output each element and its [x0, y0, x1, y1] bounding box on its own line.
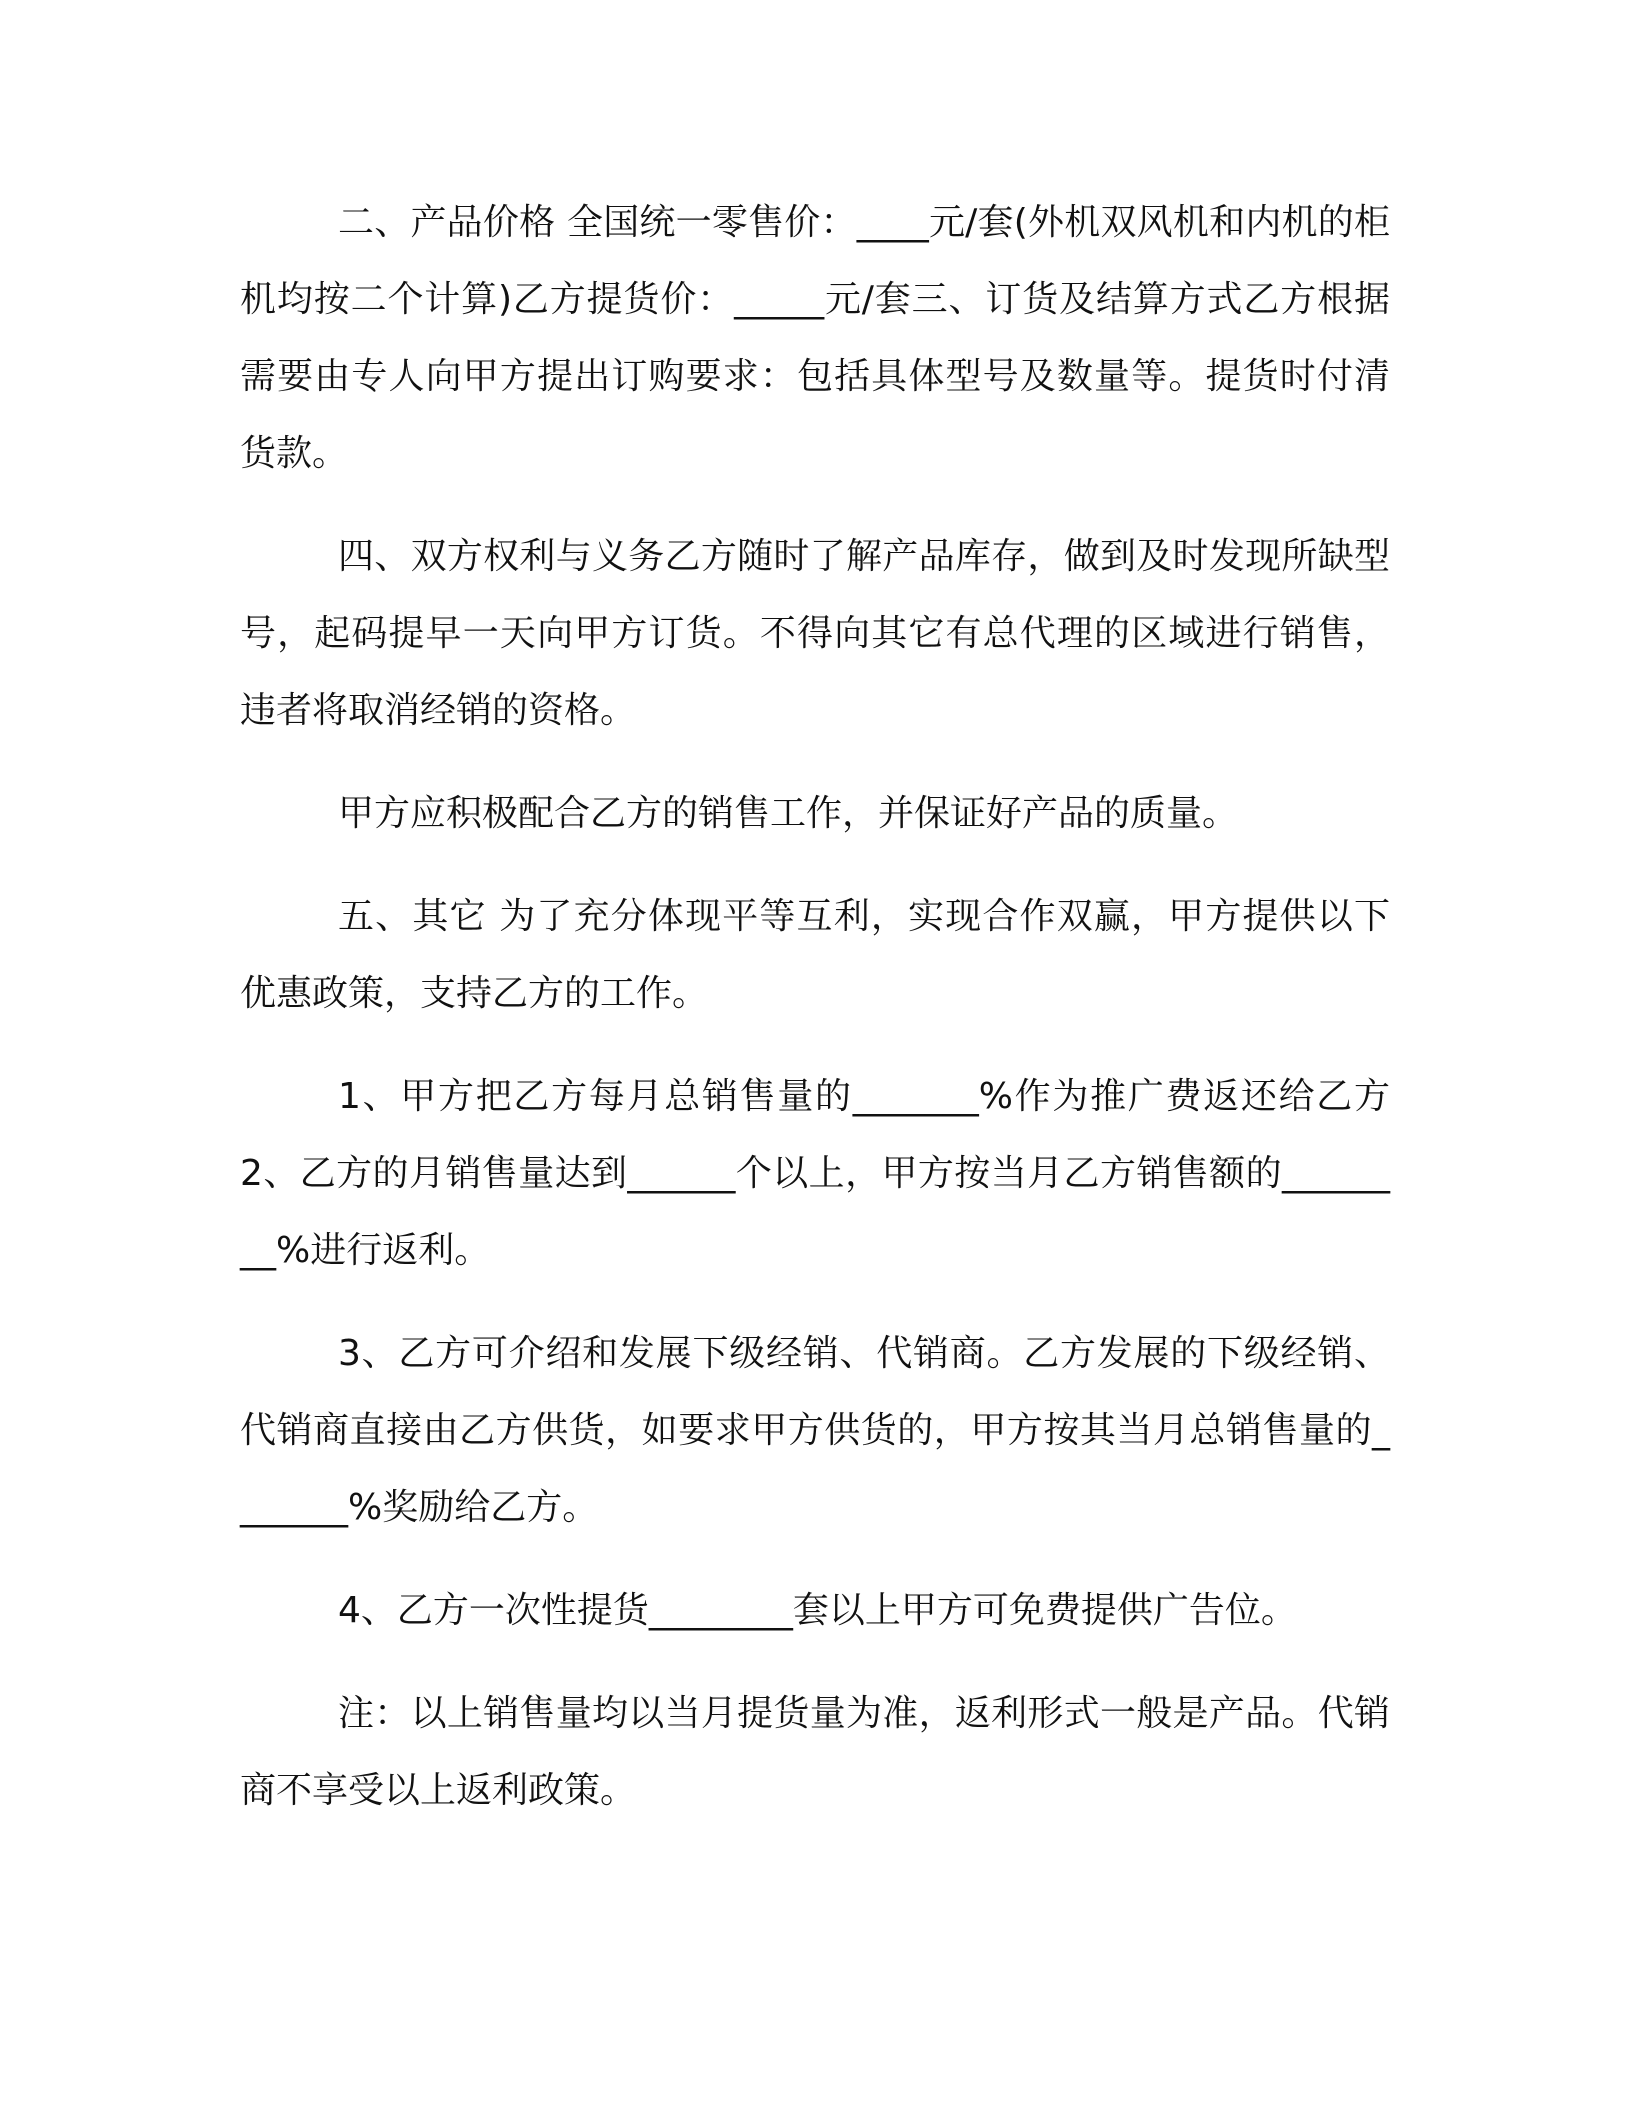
paragraph-pricing: 二、产品价格 全国统一零售价：____元/套(外机双风机和内机的柜机均按二个计算)乙方提货价：_____元/套三、订货及结算方式乙方根据需要由专人向甲方提出订购要求：包括具体型号及数量等。提货时付清货款。 [240, 202, 1390, 474]
paragraph-rights-obligations: 四、双方权利与义务乙方随时了解产品库存，做到及时发现所缺型号，起码提早一天向甲方订货。不得向其它有总代理的区域进行销售，违者将取消经销的资格。 [240, 536, 1390, 731]
paragraph-other-policies: 五、其它 为了充分体现平等互利，实现合作双赢，甲方提供以下优惠政策，支持乙方的工作。 [240, 896, 1390, 1014]
paragraph-rebate-1-2: 1、甲方把乙方每月总销售量的_______%作为推广费返还给乙方 2、乙方的月销售量达到______个以上，甲方按当月乙方销售额的________%进行返利。 [240, 1076, 1390, 1271]
paragraph-rebate-4: 4、乙方一次性提货________套以上甲方可免费提供广告位。 [338, 1590, 1297, 1631]
paragraph-party-a-cooperation: 甲方应积极配合乙方的销售工作，并保证好产品的质量。 [338, 793, 1239, 834]
paragraph-rebate-3: 3、乙方可介绍和发展下级经销、代销商。乙方发展的下级经销、代销商直接由乙方供货，如要求甲方供货的，甲方按其当月总销售量的_______%奖励给乙方。 [240, 1333, 1390, 1528]
paragraph-note: 注：以上销售量均以当月提货量为准，返利形式一般是产品。代销商不享受以上返利政策。 [240, 1693, 1390, 1811]
document-body [240, 184, 1390, 1855]
